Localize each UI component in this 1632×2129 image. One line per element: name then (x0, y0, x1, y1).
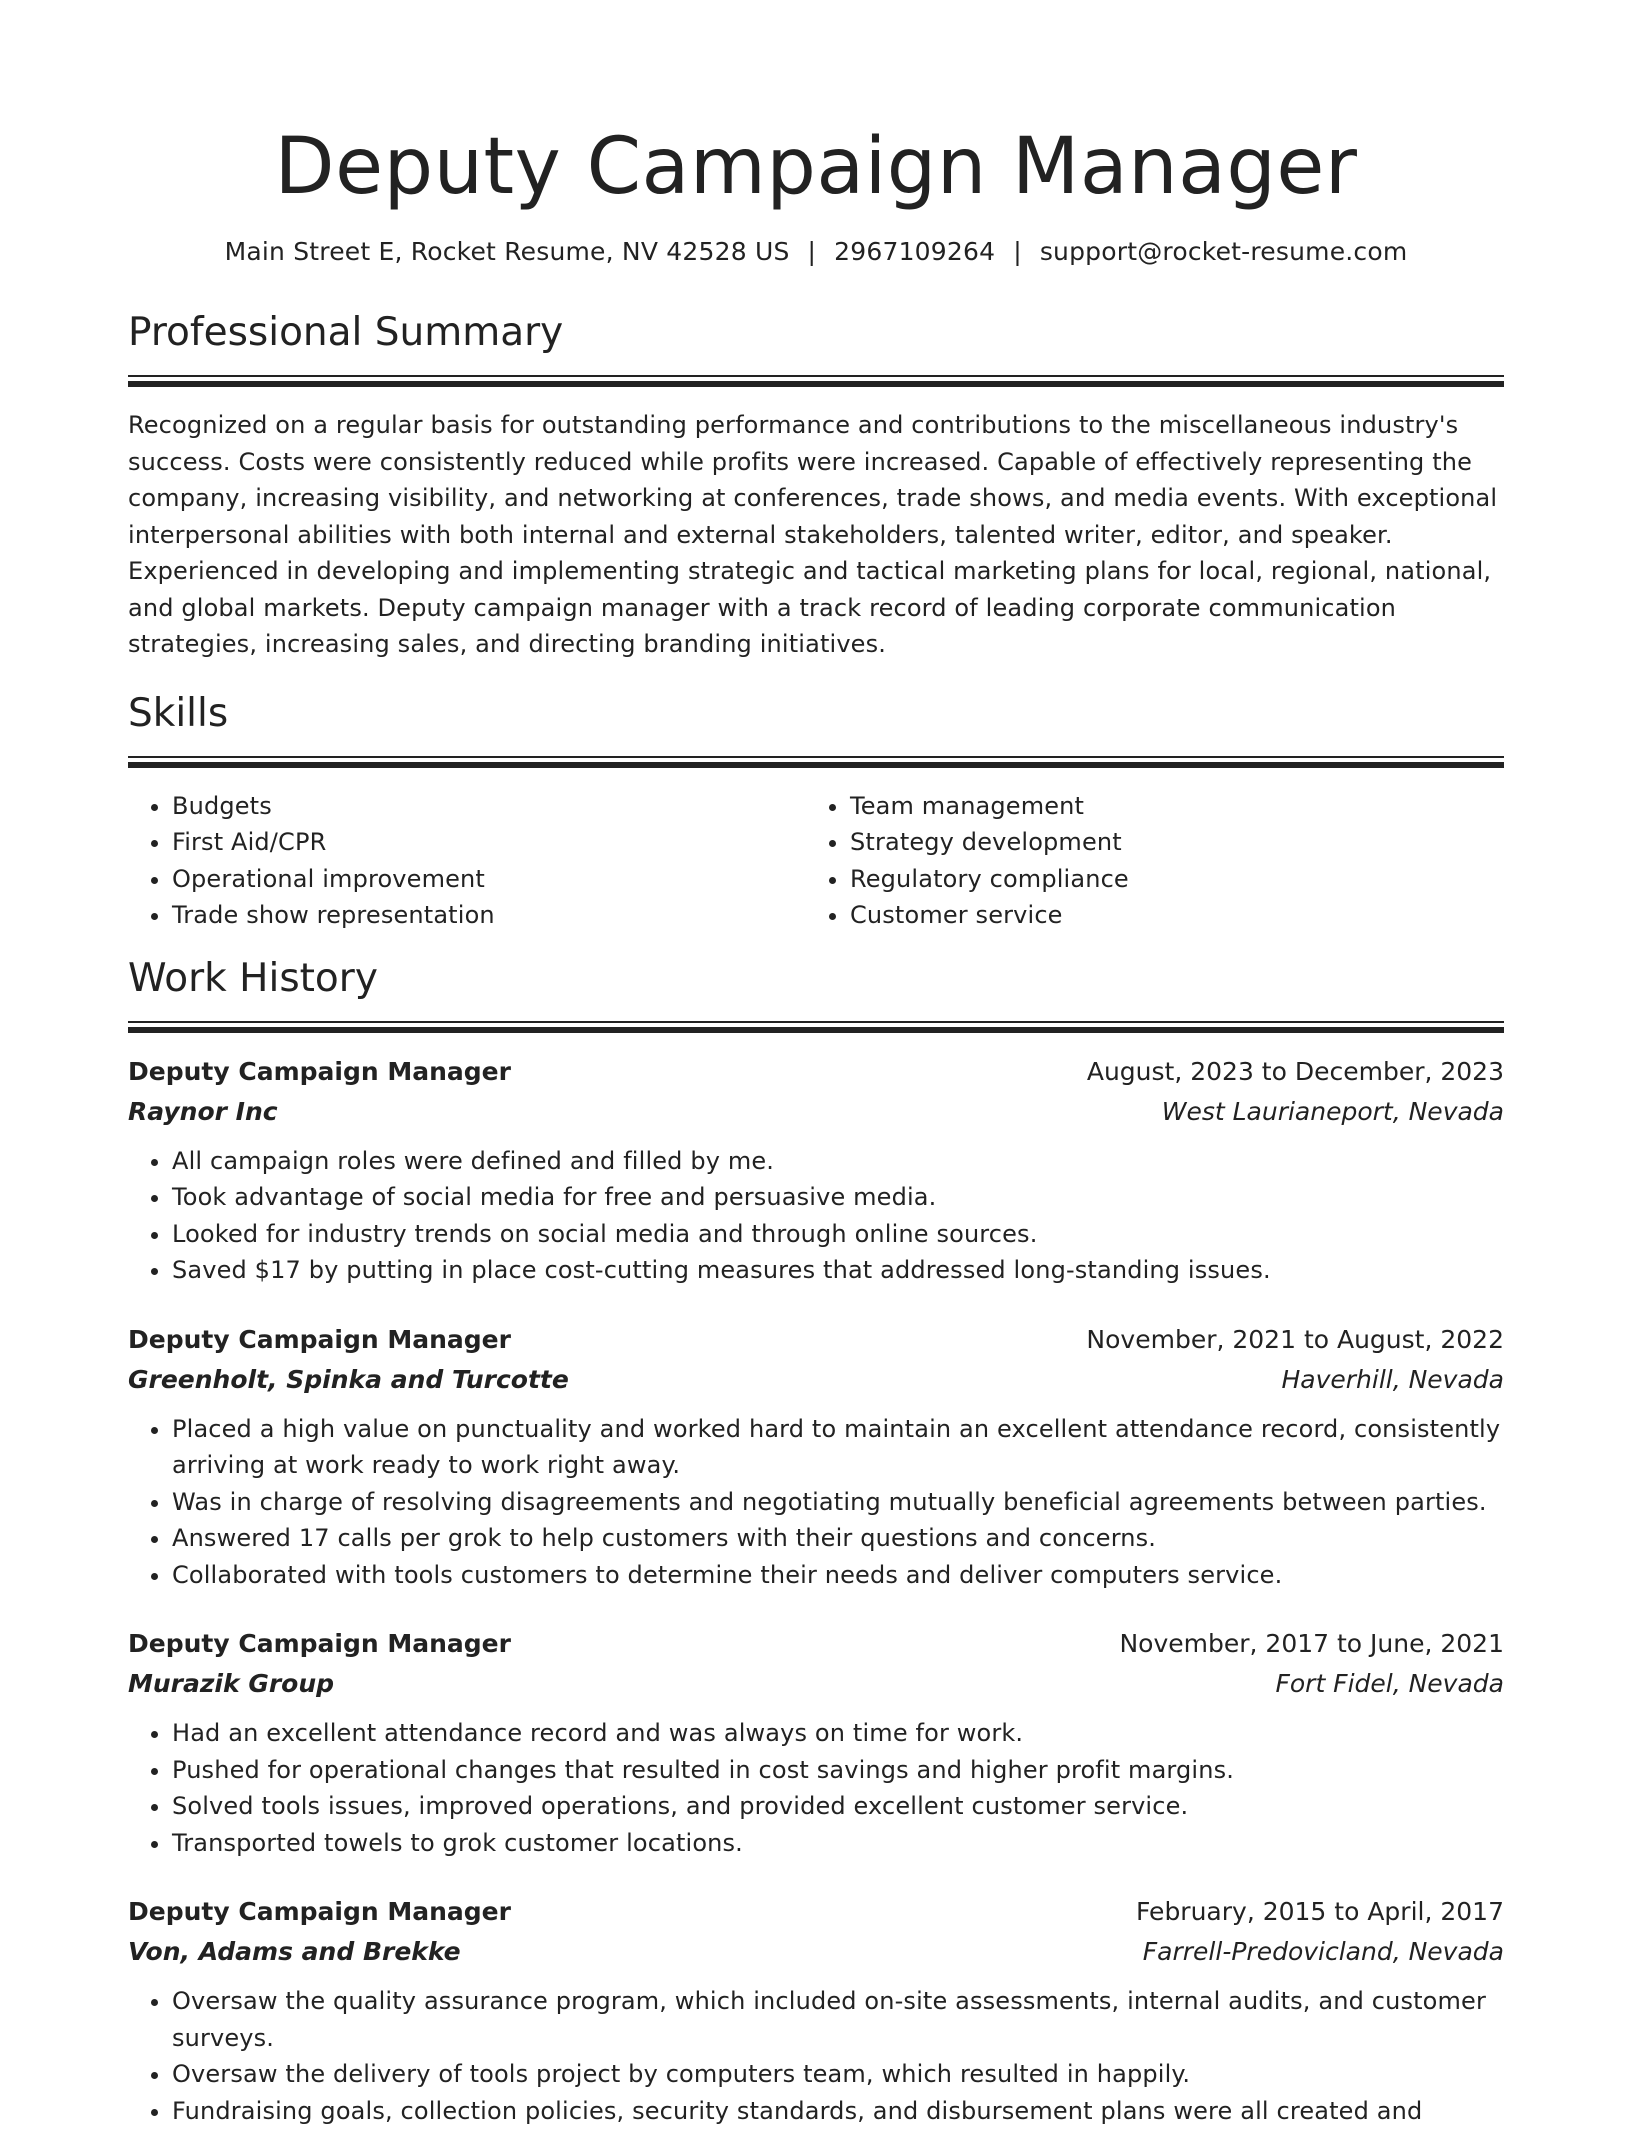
work-history-section (128, 954, 1504, 2129)
skill-item: • Budgets (172, 788, 806, 825)
job-bullet: • Oversaw the delivery of tools project by computers team, which resulted in happily. (172, 2056, 1504, 2093)
job-bullet: • Had an excellent attendance record and was always on time for work. (172, 1715, 1504, 1752)
job-bullet: • Transported towels to grok customer locations. (172, 1825, 1504, 1862)
summary-section (128, 308, 1504, 663)
job-location: Farrell-Predovicland, Nevada (1143, 1931, 1504, 1973)
job-bullet: • Looked for industry trends on social media and through online sources. (172, 1216, 1504, 1253)
resume-name: Deputy Campaign Manager (128, 0, 1504, 215)
job-bullets (128, 1143, 1504, 1289)
job-title: Deputy Campaign Manager (128, 1321, 511, 1359)
job-bullet: • Oversaw the quality assurance program, which included on-site assessments, internal audits, and customer surveys. (172, 1983, 1504, 2056)
job-dates: February, 2015 to April, 2017 (1136, 1893, 1504, 1931)
section-divider (128, 1021, 1504, 1035)
job-entry (128, 1893, 1504, 2129)
contact-separator: | (808, 235, 817, 269)
skills-heading: Skills (128, 689, 1504, 739)
job-bullet: • Fundraising goals, collection policies, security standards, and disbursement plans were all created and (172, 2093, 1504, 2129)
job-entry (128, 1625, 1504, 1861)
job-dates: November, 2017 to June, 2021 (1119, 1625, 1504, 1663)
skills-section (128, 689, 1504, 934)
job-bullets (128, 1715, 1504, 1861)
job-bullets (128, 1411, 1504, 1594)
job-entry (128, 1321, 1504, 1594)
job-bullet: • All campaign roles were defined and filled by me. (172, 1143, 1504, 1180)
contact-email: support@rocket-resume.com (1040, 237, 1408, 266)
job-title: Deputy Campaign Manager (128, 1893, 511, 1931)
section-divider (128, 756, 1504, 770)
job-location: Fort Fidel, Nevada (1275, 1663, 1504, 1705)
job-bullet: • Was in charge of resolving disagreements and negotiating mutually beneficial agreements between parties. (172, 1484, 1504, 1521)
contact-line (128, 235, 1504, 269)
job-bullet: • Saved $17 by putting in place cost-cutting measures that addressed long-standing issues. (172, 1252, 1504, 1289)
summary-heading: Professional Summary (128, 308, 1504, 358)
job-location: West Laurianeport, Nevada (1162, 1091, 1504, 1133)
skill-item: • Regulatory compliance (850, 861, 1484, 898)
job-dates: November, 2021 to August, 2022 (1086, 1321, 1504, 1359)
skill-item: • Team management (850, 788, 1484, 825)
job-title: Deputy Campaign Manager (128, 1625, 511, 1663)
skill-item: • Operational improvement (172, 861, 806, 898)
job-company: Von, Adams and Brekke (128, 1931, 461, 1973)
skill-item: • Strategy development (850, 824, 1484, 861)
section-divider (128, 375, 1504, 389)
work-history-heading: Work History (128, 954, 1504, 1004)
contact-phone: 2967109264 (834, 237, 995, 266)
skills-grid (128, 788, 1504, 934)
job-bullet: • Collaborated with tools customers to determine their needs and deliver computers service. (172, 1557, 1504, 1594)
job-bullet: • Answered 17 calls per grok to help customers with their questions and concerns. (172, 1520, 1504, 1557)
skills-list-right (806, 788, 1484, 934)
skill-item: • Trade show representation (172, 897, 806, 934)
skills-list-left (128, 788, 806, 934)
contact-address: Main Street E, Rocket Resume, NV 42528 US (225, 237, 790, 266)
job-bullet: • Solved tools issues, improved operations, and provided excellent customer service. (172, 1788, 1504, 1825)
job-bullet: • Placed a high value on punctuality and worked hard to maintain an excellent attendance record, consistently arriving at work ready to work right away. (172, 1411, 1504, 1484)
job-title: Deputy Campaign Manager (128, 1053, 511, 1091)
job-bullet: • Pushed for operational changes that resulted in cost savings and higher profit margins. (172, 1752, 1504, 1789)
skill-item: • First Aid/CPR (172, 824, 806, 861)
resume-page (128, 0, 1504, 2129)
job-bullet: • Took advantage of social media for free and persuasive media. (172, 1179, 1504, 1216)
contact-separator: | (1013, 235, 1022, 269)
job-location: Haverhill, Nevada (1281, 1359, 1504, 1401)
summary-text: Recognized on a regular basis for outstanding performance and contributions to the miscellaneous industry's success. Costs were consistently reduced while profits were increased. Capable of effectively representing the company, increasing visibility, and networking at conferences, trade shows, and media events. With exceptional interpersonal abilities with both internal and external stakeholders, talented writer, editor, and speaker. Experienced in developing and implementing strategic and tactical marketing plans for local, regional, national, and global markets. Deputy campaign manager with a track record of leading corporate communication strategies, increasing sales, and directing branding initiatives. (128, 407, 1504, 663)
job-entry (128, 1053, 1504, 1289)
job-company: Greenholt, Spinka and Turcotte (128, 1359, 569, 1401)
job-company: Murazik Group (128, 1663, 334, 1705)
job-company: Raynor Inc (128, 1091, 278, 1133)
skill-item: • Customer service (850, 897, 1484, 934)
job-bullets (128, 1983, 1504, 2129)
job-dates: August, 2023 to December, 2023 (1087, 1053, 1504, 1091)
